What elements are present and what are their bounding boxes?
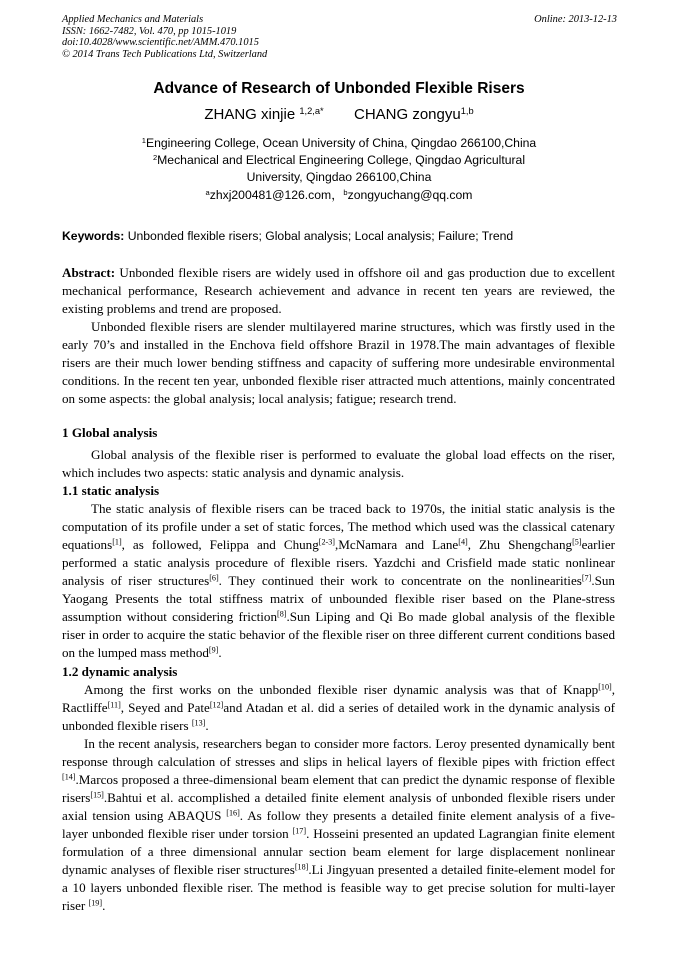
journal-name: Applied Mechanics and Materials [62, 14, 204, 25]
citation: [6] [209, 573, 219, 583]
author-line [0, 106, 678, 123]
abstract-label: Abstract: [62, 265, 116, 280]
static-analysis-paragraph: The static analysis of flexible risers can be traced back to 1970s, the initial static analysis is the computation of its profile under a set of static forces, The method which used was the classical catenary equations[1], as followed, Felippa and Chung[2-3],McNamara and Lane[4], Zhu Shengchang[5]earlier performed a static analysis procedure of flexible risers. Yazdchi and Crisfield made static nonlinear analysis of riser structures[6]. They continued their work to concentrate on the nonlinearities[7].Sun Yaogang Presents the total stiffness matrix of unbounded flexible riser based on the Plane-stress assumption without considering friction[8].Sun Liping and Qi Bo made global analysis of the flexible riser in order to acquire the static behavior of the flexible riser on three different current conditions based on the lumped mass method[9]. [62, 501, 615, 661]
email-b-link[interactable]: zongyuchang@qq.com [347, 188, 473, 202]
citation: [8] [277, 609, 287, 619]
email-line: $^a$zhxj200481@126.com，$^b$zongyuchang@qq.com [205, 187, 473, 202]
author-sup: 1,2,a* [299, 105, 324, 116]
section-paragraph: Global analysis of the flexible riser is performed to evaluate the global load effects on the riser, which includes two aspects: static analysis and dynamic analysis. [62, 447, 615, 481]
journal-issn: ISSN: 1662-7482, Vol. 470, pp 1015-1019 [62, 25, 237, 37]
journal-copyright: © 2014 Trans Tech Publications Ltd, Switzerland [62, 48, 268, 60]
citation: [10] [598, 682, 612, 692]
citation: [15] [90, 790, 104, 800]
citation: [4] [458, 537, 468, 547]
keywords [62, 229, 618, 243]
abstract-paragraph-2: Unbonded flexible risers are slender multilayered marine structures, which was firstly used in the early 70’s and installed in the Enchova field offshore Brazil in 1978.The main advantages of flexible risers are their much lower bending stiffness and capacity of suffering more undesirable environmental conditions. In the recent ten year, unbonded flexible riser attracted much attentions, mainly concentrated on some aspects: the global analysis; local analysis; fatigue; research trend. [62, 319, 615, 407]
keywords-text: Unbonded flexible risers; Global analysis; Local analysis; Failure; Trend [127, 229, 514, 243]
subsection-heading-static: 1.1 static analysis [62, 483, 160, 499]
affiliation-1: $^1$Engineering College, Ocean University of China, Qingdao 266100,China [141, 135, 537, 150]
dynamic-analysis-paragraph-1: Among the first works on the unbonded flexible riser dynamic analysis was that of Knapp[10], Ractliffe[11], Seyed and Pate[12]and Atadan et al. did a series of detailed work in the dynamic analysis of unbonded flexible risers [13]. [62, 681, 615, 733]
affiliation-2-cont: University, Qingdao 266100,China [246, 170, 432, 184]
section-heading: 1 Global analysis [62, 425, 158, 440]
citation: [18] [294, 862, 309, 872]
online-date: Online: 2013-12-13 [534, 14, 617, 25]
journal-doi: doi:10.4028/www.scientific.net/AMM.470.1015 [62, 37, 259, 48]
citation: [5] [572, 537, 582, 547]
author-name: CHANG zongyu [354, 106, 461, 123]
email-a-link[interactable]: zhxj200481@126.com [209, 188, 332, 202]
citation: [19] [88, 898, 103, 908]
abstract-paragraph: Abstract: Unbonded flexible risers are widely used in offshore oil and gas production due to excellent mechanical performance, Research achievement and advance in recent ten years are reviewed, the existing problems and trend are proposed. [62, 265, 615, 317]
citation: [16] [226, 808, 240, 818]
citation: [7] [581, 573, 592, 583]
keywords-label: Keywords: [62, 229, 125, 243]
citation: [13] [191, 718, 206, 728]
section-global-analysis [62, 424, 615, 915]
paper-title: Advance of Research of Unbonded Flexible Risers [153, 80, 525, 97]
abstract [62, 264, 615, 408]
citation: [14] [62, 772, 76, 782]
citation: [1] [112, 537, 122, 547]
affiliation-2: $^2$Mechanical and Electrical Engineering College, Qingdao Agricultural [152, 152, 526, 167]
journal-header [62, 14, 617, 60]
citation: [11] [107, 700, 121, 710]
citation: [12] [209, 700, 224, 710]
author-sup: 1,b [460, 105, 474, 116]
citation: [17] [292, 826, 307, 836]
dynamic-analysis-paragraph-2: In the recent analysis, researchers began to consider more factors. Leroy presented dynamically bent response through calculation of stresses and slips in helical layers of flexible pipes with friction effect [14].Marcos proposed a three-dimensional beam element that can predict the dynamic response of flexible risers[15].Bahtui et al. accomplished a detailed finite element analysis of unbonded flexible risers under axial tension using ABAQUS [16]. As follow they presents a detailed finite element analysis of a five-layer unbonded flexible riser under torsion [17]. Hosseini presented an updated Lagrangian finite element formulation of a three dimensional annular section beam element for large displacement nonlinear dynamic analyses of flexible riser structures[18].Li Jingyuan presented a detailed finite-element model for a 10 layers unbonded flexible riser. The method is feasible way to get precise solution for multi-layer riser [19]. [62, 735, 616, 914]
author-name: ZHANG xinjie [204, 106, 296, 123]
citation: [9] [208, 646, 219, 656]
subsection-heading-dynamic: 1.2 dynamic analysis [62, 663, 178, 679]
citation: [2-3] [318, 537, 335, 547]
